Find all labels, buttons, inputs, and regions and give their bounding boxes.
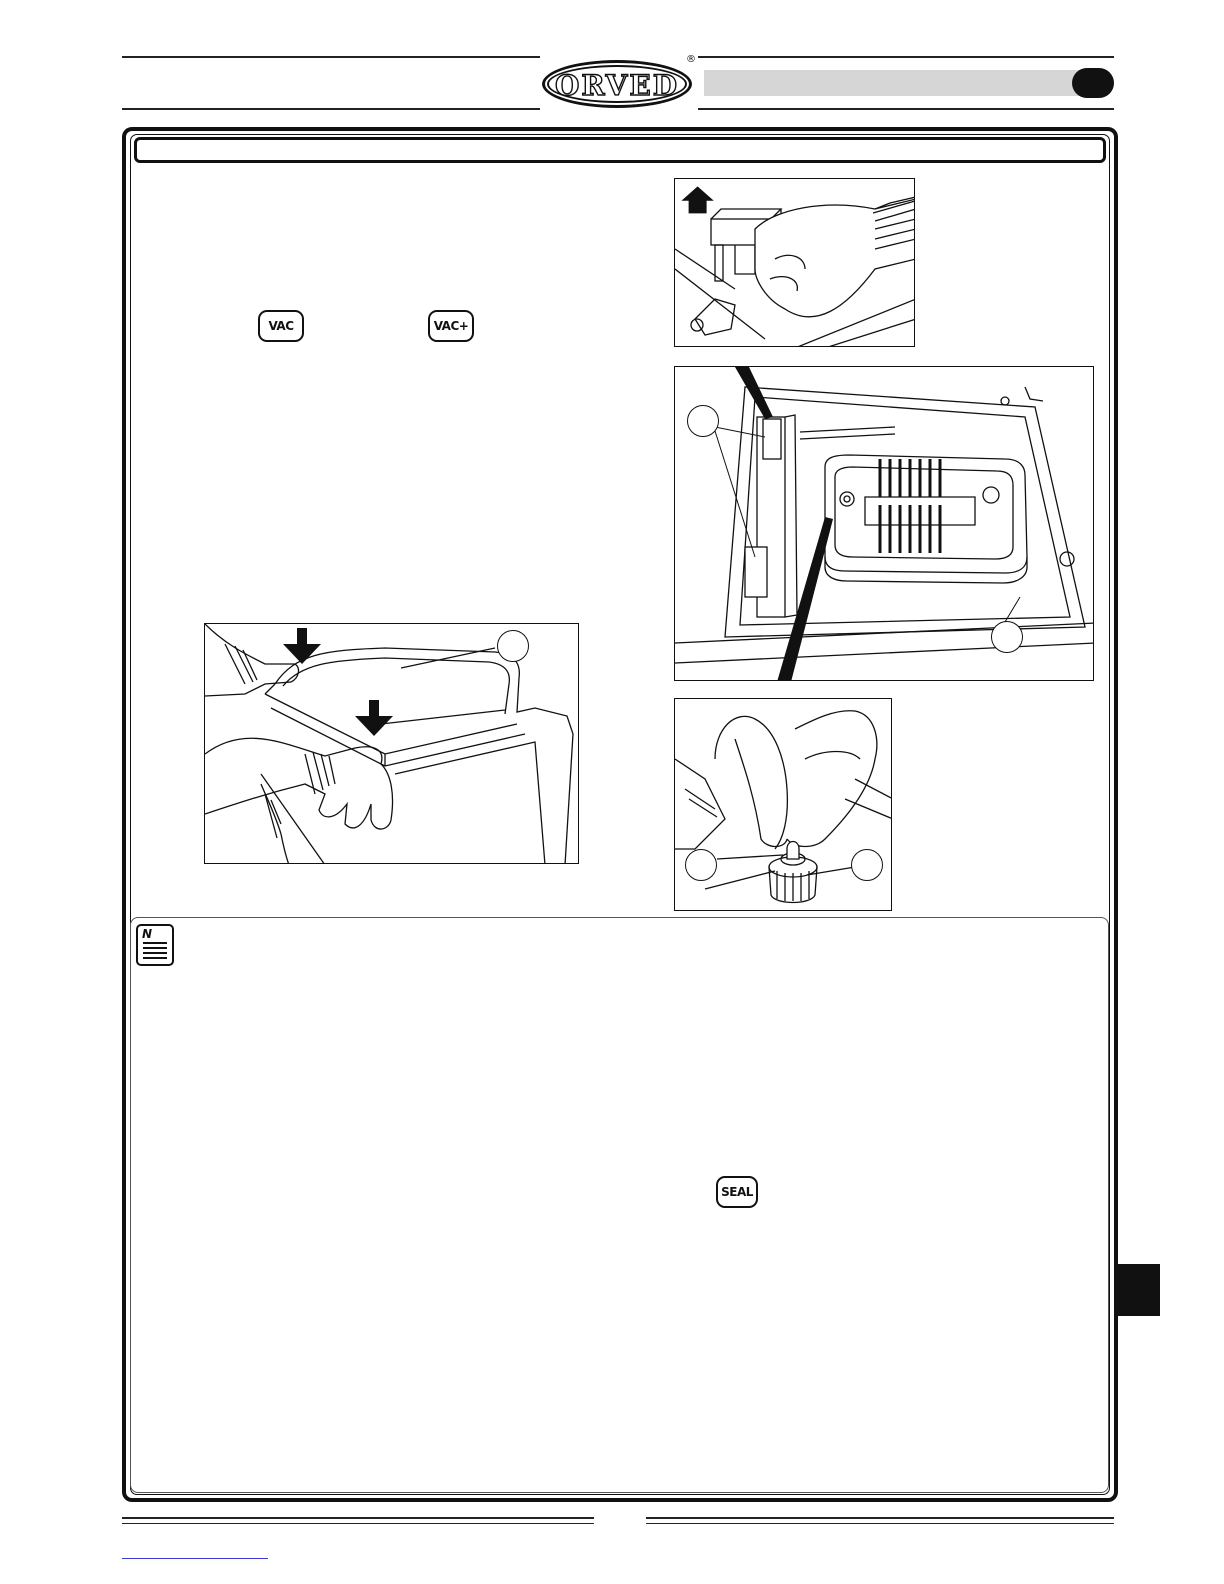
language-badge	[1072, 68, 1114, 98]
logo-registered-mark: ®	[686, 54, 696, 65]
callout-circle-cap-left	[685, 849, 717, 881]
chapter-side-tab	[1114, 1264, 1160, 1316]
note-icon	[136, 924, 174, 966]
note-icon-line	[143, 942, 167, 944]
callout-circle-lid	[497, 630, 529, 662]
header-rule-right-top	[698, 56, 1114, 58]
callout-circle-sealing-bars	[687, 405, 719, 437]
header-rule-left-top	[122, 56, 540, 58]
note-icon-line	[143, 957, 167, 959]
seal-key: SEAL	[716, 1176, 758, 1208]
arrow-down-icon-2	[355, 700, 393, 736]
note-section-box	[130, 917, 1109, 1493]
note-icon-line	[143, 947, 167, 949]
footer-rule-left-bottom	[122, 1523, 594, 1524]
note-icon-line	[143, 952, 167, 954]
vac-key: VAC	[258, 310, 304, 342]
footer-rule-right-top	[646, 1517, 1114, 1519]
section-title-bar	[134, 137, 1106, 163]
vac-plus-key: VAC+	[428, 310, 474, 342]
figure-chamber-overview	[674, 366, 1094, 681]
figure-remove-sealing-bar	[674, 178, 915, 347]
figure-lid-cap	[674, 698, 892, 911]
logo-text: ORVED	[554, 69, 679, 102]
header-rule-left-bottom	[122, 108, 540, 110]
header-rule-right-bottom	[698, 108, 1114, 110]
figure-close-lid	[204, 623, 579, 864]
header-grey-bar	[704, 70, 1114, 96]
orved-logo	[538, 52, 700, 114]
footer-rule-right-bottom	[646, 1523, 1114, 1524]
arrow-down-icon	[283, 628, 321, 664]
arrow-up-icon	[681, 186, 713, 213]
note-icon-letter: N	[142, 927, 153, 941]
footer-rule-left-top	[122, 1517, 594, 1519]
footer-link-underline[interactable]	[122, 1558, 268, 1559]
callout-circle-cap-right	[851, 849, 883, 881]
callout-circle-chamber	[991, 621, 1023, 653]
